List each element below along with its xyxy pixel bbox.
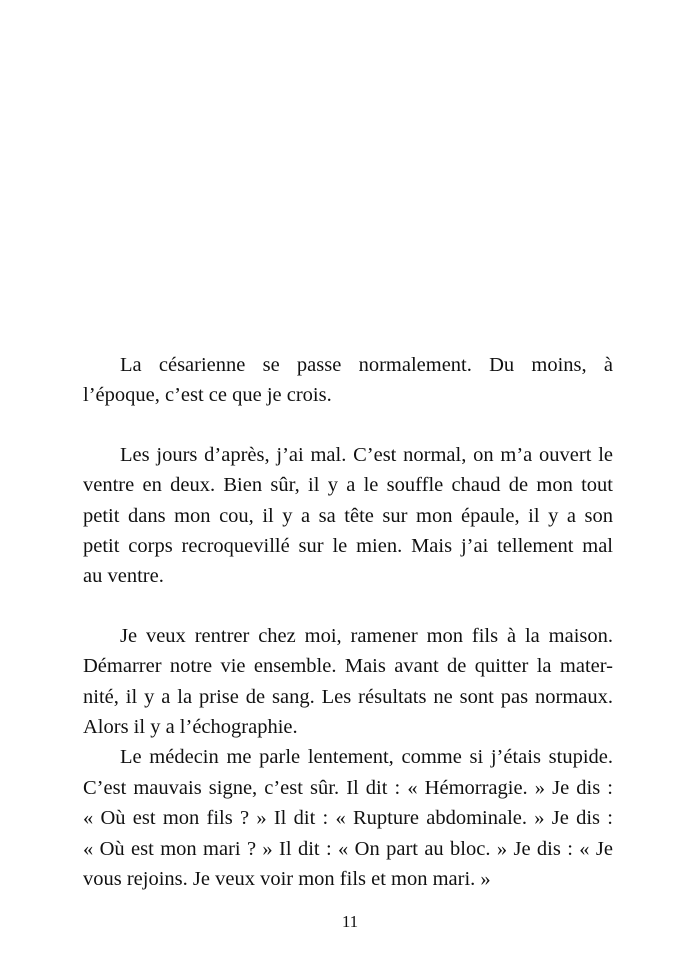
text-line: nité, il y a la prise de sang. Les résultats ne sont pas normaux. xyxy=(83,686,613,708)
text-line: l’époque, c’est ce que je crois. xyxy=(83,384,332,406)
text-line: petit corps recroquevillé sur le mien. Mais j’ai tellement mal xyxy=(83,535,613,557)
text-line: La césarienne se passe normalement. Du moins, à xyxy=(120,354,613,376)
text-line: « Où est mon mari ? » Il dit : « On part au bloc. » Je dis : « Je xyxy=(83,838,613,860)
text-line: ventre en deux. Bien sûr, il y a le souffle chaud de mon tout xyxy=(83,474,613,496)
text-line: Le médecin me parle lentement, comme si j’étais stupide. xyxy=(120,746,613,768)
text-line: Alors il y a l’échographie. xyxy=(83,716,298,738)
text-line: Je veux rentrer chez moi, ramener mon fils à la maison. xyxy=(120,625,613,647)
text-line: Les jours d’après, j’ai mal. C’est normal, on m’a ouvert le xyxy=(120,444,613,466)
text-line: « Où est mon fils ? » Il dit : « Rupture abdominale. » Je dis : xyxy=(83,807,613,829)
text-line: petit dans mon cou, il y a sa tête sur mon épaule, il y a son xyxy=(83,505,613,527)
text-line: Démarrer notre vie ensemble. Mais avant de quitter la mater- xyxy=(83,655,613,677)
text-line: C’est mauvais signe, c’est sûr. Il dit : « Hémorragie. » Je dis : xyxy=(83,777,613,799)
text-line: au ventre. xyxy=(83,565,164,587)
page-number: 11 xyxy=(341,912,359,931)
text-line: vous rejoins. Je veux voir mon fils et mon mari. » xyxy=(83,868,491,890)
